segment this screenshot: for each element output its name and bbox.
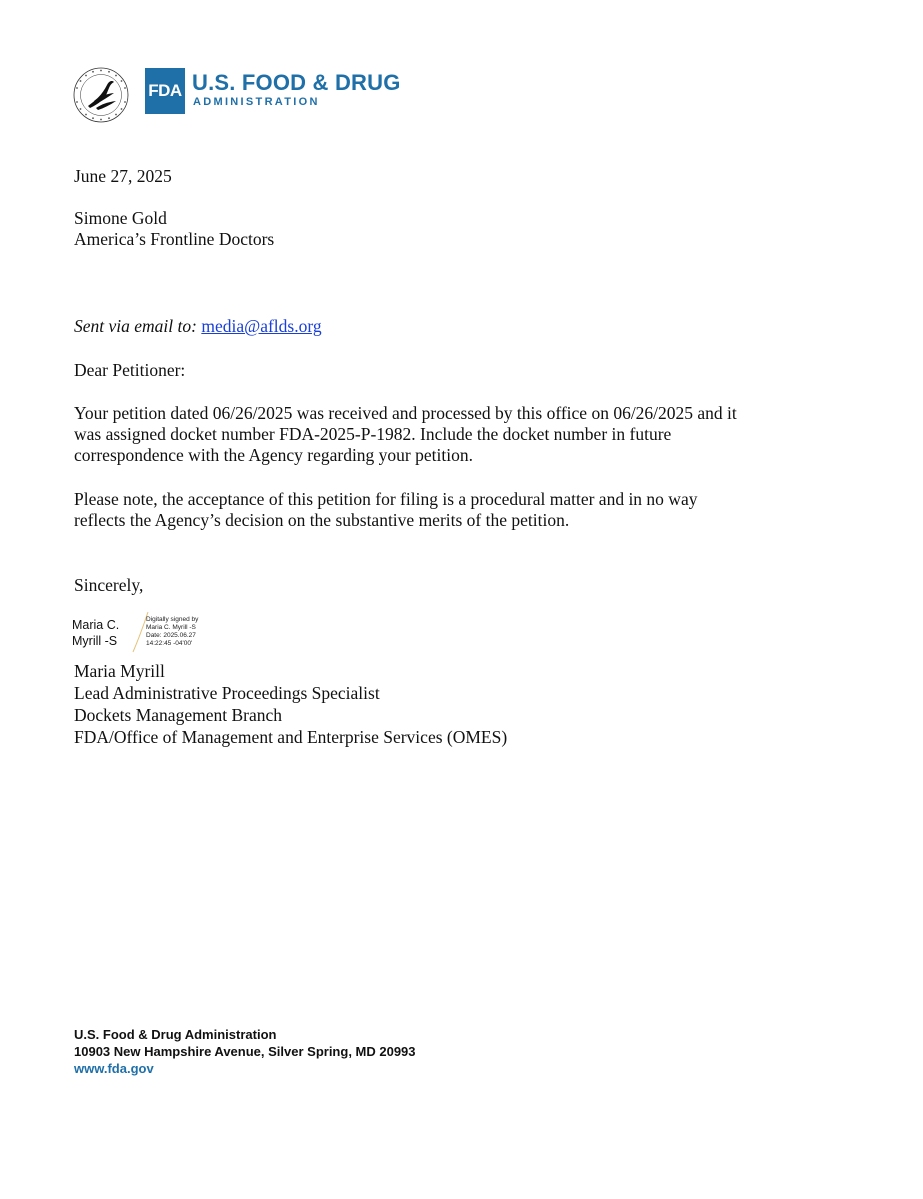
footer-agency: U.S. Food & Drug Administration (74, 1027, 277, 1042)
footer-website-link[interactable]: www.fda.gov (74, 1061, 154, 1076)
signatory-name: Maria Myrill (74, 661, 165, 681)
paragraph1-line: correspondence with the Agency regarding your petition. (74, 445, 473, 465)
signature-detail-line: 14:22:45 -04'00' (146, 640, 193, 647)
hhs-eagle-seal-icon (72, 66, 130, 124)
signature-detail-line: Maria C. Myrill -S (146, 624, 196, 631)
digital-signature-name (72, 617, 119, 649)
email-link[interactable]: media@aflds.org (201, 316, 322, 336)
paragraph2-line: Please note, the acceptance of this petition for filing is a procedural matter and in no way (74, 489, 698, 509)
paragraph2-line: reflects the Agency’s decision on the substantive merits of the petition. (74, 510, 570, 530)
digital-signature-details (146, 616, 198, 648)
signature-detail-line: Date: 2025.06.27 (146, 632, 196, 639)
agency-subtitle: ADMINISTRATION (193, 96, 320, 108)
recipient-name: Simone Gold (74, 208, 167, 228)
letter-date: June 27, 2025 (74, 166, 172, 186)
recipient-organization: America’s Frontline Doctors (74, 229, 275, 249)
digital-signature-name-line: Maria C. (72, 618, 120, 632)
paragraph1-line: Your petition dated 06/26/2025 was received and processed by this office on 06/26/2025 and it (74, 403, 737, 423)
salutation: Dear Petitioner: (74, 360, 186, 380)
footer-address: 10903 New Hampshire Avenue, Silver Spring, MD 20993 (74, 1044, 416, 1059)
signatory-office: FDA/Office of Management and Enterprise Services (OMES) (74, 727, 508, 747)
sent-via-label: Sent via email to: (74, 316, 197, 336)
digital-signature-name-line: Myrill -S (72, 634, 118, 648)
fda-logo-box: FDA (145, 68, 185, 114)
signature-detail-line: Digitally signed by (146, 616, 199, 623)
closing: Sincerely, (74, 575, 144, 595)
agency-title: U.S. FOOD & DRUG (192, 70, 401, 95)
paragraph1-line: was assigned docket number FDA-2025-P-1982. Include the docket number in future (74, 424, 672, 444)
signatory-title: Lead Administrative Proceedings Specialist (74, 683, 380, 703)
signatory-branch: Dockets Management Branch (74, 705, 282, 725)
sent-via-line (74, 316, 322, 337)
